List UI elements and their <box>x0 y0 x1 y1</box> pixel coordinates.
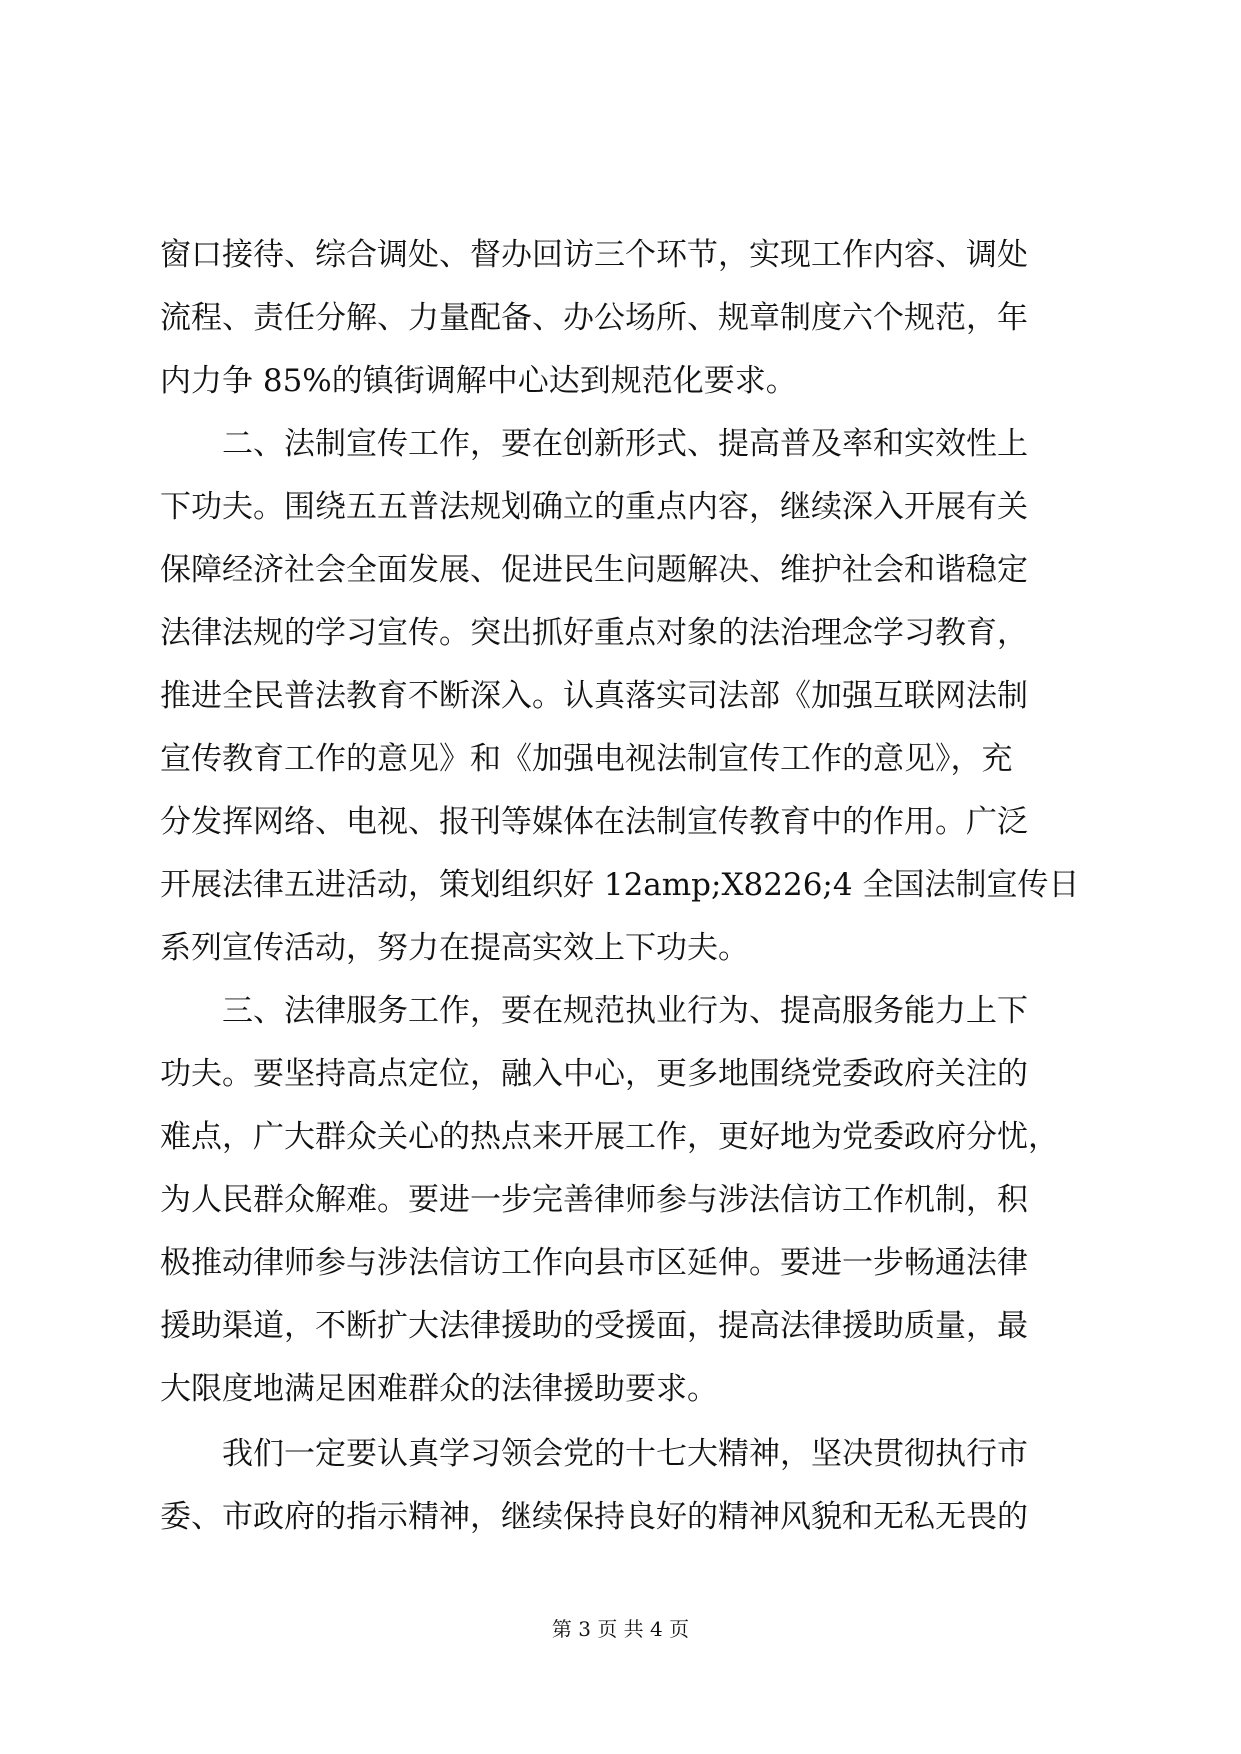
text-line: 窗口接待、综合调处、督办回访三个环节，实现工作内容、调处 <box>160 237 1028 273</box>
text-line: 我们一定要认真学习领会党的十七大精神，坚决贯彻执行市 <box>222 1436 1028 1472</box>
text-line: 援助渠道，不断扩大法律援助的受援面，提高法律援助质量，最 <box>160 1308 1028 1344</box>
text-line: 极推动律师参与涉法信访工作向县市区延伸。要进一步畅通法律 <box>160 1245 1028 1281</box>
text-line: 推进全民普法教育不断深入。认真落实司法部《加强互联网法制 <box>160 678 1028 714</box>
text-line: 宣传教育工作的意见》和《加强电视法制宣传工作的意见》，充 <box>160 741 1013 777</box>
text-line: 委、市政府的指示精神，继续保持良好的精神风貌和无私无畏的 <box>160 1499 1028 1535</box>
text-line: 保障经济社会全面发展、促进民生问题解决、维护社会和谐稳定 <box>160 552 1028 588</box>
text-line: 功夫。要坚持高点定位，融入中心，更多地围绕党委政府关注的 <box>160 1056 1028 1092</box>
text-line: 系列宣传活动，努力在提高实效上下功夫。 <box>160 930 749 966</box>
text-line: 流程、责任分解、力量配备、办公场所、规章制度六个规范，年 <box>160 300 1028 336</box>
text-line: 内力争 85%的镇街调解中心达到规范化要求。 <box>160 363 797 399</box>
text-line: 大限度地满足困难群众的法律援助要求。 <box>160 1371 718 1407</box>
text-line: 下功夫。围绕五五普法规划确立的重点内容，继续深入开展有关 <box>160 489 1028 525</box>
text-line: 难点，广大群众关心的热点来开展工作，更好地为党委政府分忧， <box>160 1119 1059 1155</box>
text-line: 分发挥网络、电视、报刊等媒体在法制宣传教育中的作用。广泛 <box>160 804 1028 840</box>
page-number-footer: 第 3 页 共 4 页 <box>551 1617 690 1641</box>
text-line: 法律法规的学习宣传。突出抓好重点对象的法治理念学习教育， <box>160 615 1028 651</box>
text-line: 二、法制宣传工作，要在创新形式、提高普及率和实效性上 <box>222 426 1028 462</box>
text-line: 三、法律服务工作，要在规范执业行为、提高服务能力上下 <box>222 993 1028 1029</box>
text-line: 为人民群众解难。要进一步完善律师参与涉法信访工作机制，积 <box>160 1182 1028 1218</box>
text-line: 开展法律五进活动，策划组织好 12amp;X8226;4 全国法制宣传日 <box>160 867 1080 903</box>
